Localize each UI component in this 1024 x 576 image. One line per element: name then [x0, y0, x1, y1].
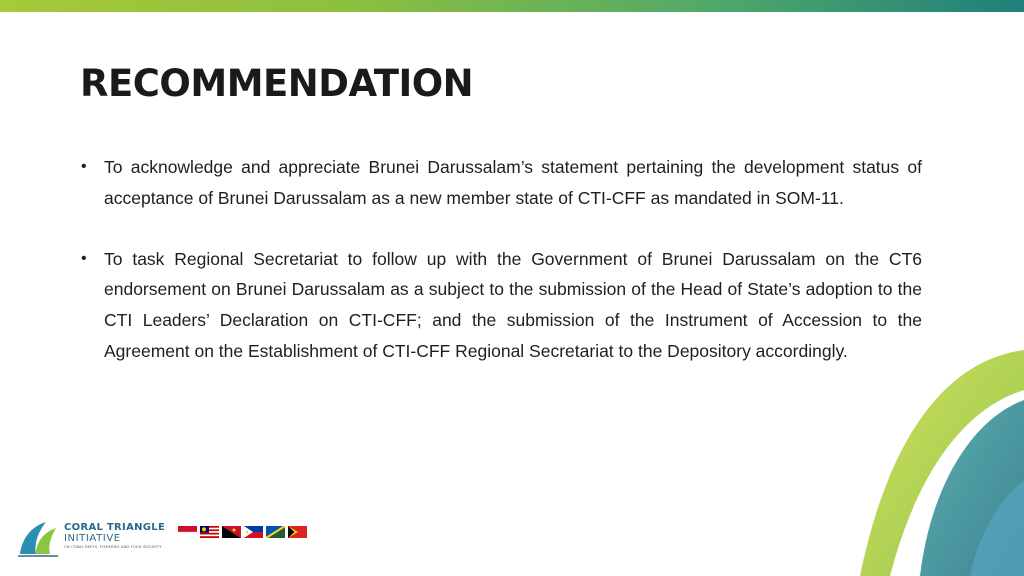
bullet-text: To task Regional Secretariat to follow up with the Government of Brunei Darussalam on the CT6 endorsement on Brunei Darussalam as a subject to the submission of the Head of State’s adoption to the CTI Leaders’ Declaration on CTI-CFF; and the submission of the Instrument of Accession to the Agreement on the Establishment of CTI-CFF Regional Secretariat to the Depository accordingly. [104, 248, 922, 361]
flag-timor-leste-icon [288, 526, 307, 538]
bullet-list [80, 152, 922, 397]
bullet-text: To acknowledge and appreciate Brunei Darussalam’s statement pertaining the development status of acceptance of Brunei Darussalam as a new member state of CTI-CFF as mandated in SOM-11. [104, 157, 922, 208]
logo-line-2: INITIATIVE [64, 533, 121, 544]
flag-papua-new-guinea-icon [222, 526, 241, 538]
top-accent-bar [0, 0, 1024, 12]
coral-triangle-emblem-icon [16, 518, 60, 558]
decorative-swoosh [820, 330, 1024, 576]
bullet-marker: • [81, 158, 87, 175]
slide-title: RECOMMENDATION [80, 62, 474, 105]
coral-triangle-logo [16, 518, 306, 558]
bullet-marker: • [81, 249, 87, 267]
flag-indonesia-icon [178, 526, 197, 538]
flag-philippines-icon [244, 526, 263, 538]
flag-solomon-islands-icon [266, 526, 285, 538]
logo-line-1: CORAL TRIANGLE [64, 522, 166, 533]
bullet-item-1 [80, 152, 922, 214]
logo-tagline: ON CORAL REEFS, FISHERIES AND FOOD SECURITY [64, 545, 162, 549]
member-flags [178, 526, 307, 538]
flag-malaysia-icon [200, 526, 219, 538]
bullet-item-2 [80, 244, 922, 367]
